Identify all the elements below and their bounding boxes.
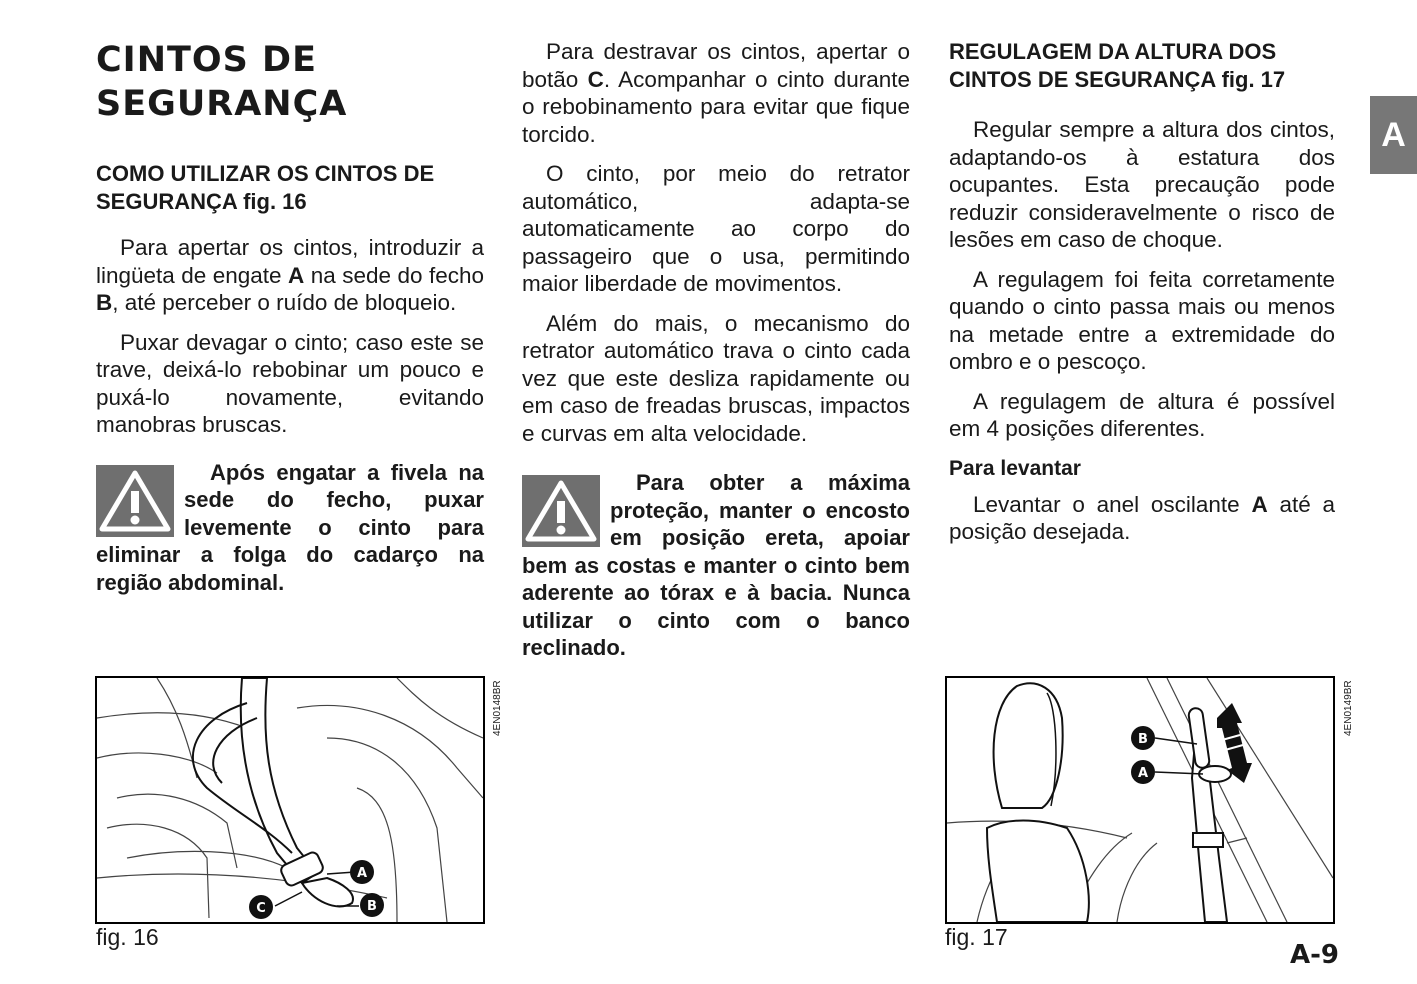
paragraph-raise-c: até a posição desejada. bbox=[949, 491, 1336, 544]
warning-icon bbox=[522, 475, 600, 547]
paragraph-raise bbox=[949, 491, 1335, 546]
paragraph-fasten-a: Para apertar os cintos, introduzir a lingüeta de engate bbox=[96, 235, 484, 288]
seat-belt-buckle-drawing bbox=[97, 678, 483, 922]
paragraph-adjust: Regular sempre a altura dos cintos, adaptando-os à estatura dos ocupantes. Esta precaução pode reduzir consideravelmente o risco de lesões em caso de choque. bbox=[949, 117, 1335, 252]
warning-icon bbox=[96, 465, 174, 537]
label-ref-a: A bbox=[288, 262, 305, 288]
section-title-height-line2: CINTOS DE SEGURANÇA fig. 17 bbox=[949, 67, 1286, 92]
figure-17-code: 4EN0149BR bbox=[1343, 680, 1354, 736]
label-ref-b: B bbox=[96, 290, 113, 315]
column-3 bbox=[949, 38, 1335, 558]
section-title-height-line1: REGULAGEM DA ALTURA DOS bbox=[949, 39, 1277, 64]
column-2 bbox=[522, 38, 910, 662]
figure-17-caption: fig. 17 bbox=[945, 924, 1008, 950]
section-title-usage-line1: COMO UTILIZAR OS CINTOS DE bbox=[96, 161, 435, 186]
warning-text-2: Para obter a máxima proteção, manter o encosto em posição ereta, apoiar bem as costas e manter o cinto bem aderente ao tórax e à bacia. Nunca utilizar o cinto com o banco reclinado. bbox=[522, 470, 910, 660]
paragraph-release-c: . Acompanhar o cinto durante o rebobinamento para evitar que fique torcido. bbox=[522, 66, 910, 147]
label-ref-c: C bbox=[587, 66, 604, 92]
warning-box-2 bbox=[522, 469, 910, 662]
paragraph-mechanism: Além do mais, o mecanismo do retrator automático trava o cinto cada vez que este desliza rapidamente ou em caso de freadas bruscas, impactos e curvas em alta velocidade. bbox=[522, 310, 910, 446]
section-tab: A bbox=[1370, 96, 1417, 174]
paragraph-pull: Puxar devagar o cinto; caso este se trave, deixá-lo rebobinar um pouco e puxá-lo novamente, evitando manobras bruscas. bbox=[96, 329, 484, 437]
section-title-usage-line2: SEGURANÇA fig. 16 bbox=[96, 189, 307, 214]
paragraph-correct: A regulagem foi feita corretamente quando o cinto passa mais ou menos na metade entre a extremidade do ombro e o pescoço. bbox=[949, 266, 1335, 374]
subheading-raise: Para levantar bbox=[949, 456, 1081, 480]
paragraph-retractor: O cinto, por meio do retrator automático, adapta-se automaticamente ao corpo do passageiro que o usa, permitindo maior liberdade de movimentos. bbox=[522, 161, 910, 296]
paragraph-positions: A regulagem de altura é possível em 4 posições diferentes. bbox=[949, 388, 1335, 441]
figure-17-illustration bbox=[945, 676, 1335, 924]
paragraph-fasten-c: na sede do fecho bbox=[304, 262, 484, 288]
fig16-callout-a: A bbox=[356, 866, 368, 881]
warning-text-1: Após engatar a fivela na sede do fecho, puxar levemente o cinto para eliminar a folga do cadarço na região abdominal. bbox=[96, 459, 484, 595]
fig16-callout-c: C bbox=[256, 901, 266, 916]
section-title-usage bbox=[96, 160, 484, 216]
page-number: A-9 bbox=[1290, 940, 1340, 970]
fig16-callout-b: B bbox=[367, 899, 377, 914]
page-title bbox=[96, 38, 484, 126]
page-title-line2: SEGURANÇA bbox=[96, 84, 348, 124]
paragraph-release bbox=[522, 38, 910, 148]
paragraph-fasten-e: , até perceber o ruído de bloqueio. bbox=[112, 290, 457, 315]
warning-box-1 bbox=[96, 459, 484, 597]
paragraph-release-a: Para destravar os cintos, apertar o botão bbox=[522, 39, 910, 92]
figure-16-code: 4EN0148BR bbox=[492, 680, 503, 736]
page-title-line1: CINTOS DE bbox=[96, 40, 317, 80]
section-title-height bbox=[949, 38, 1335, 94]
label-ref-a: A bbox=[1251, 491, 1268, 517]
fig17-callout-a: A bbox=[1137, 766, 1149, 781]
fig17-callout-b: B bbox=[1138, 732, 1148, 747]
figure-16-caption: fig. 16 bbox=[96, 924, 159, 950]
paragraph-raise-a: Levantar o anel oscilante bbox=[973, 491, 1252, 517]
figure-16-illustration bbox=[95, 676, 485, 924]
column-1 bbox=[96, 38, 484, 596]
belt-height-adjuster-drawing bbox=[947, 678, 1333, 922]
paragraph-fasten bbox=[96, 234, 484, 317]
